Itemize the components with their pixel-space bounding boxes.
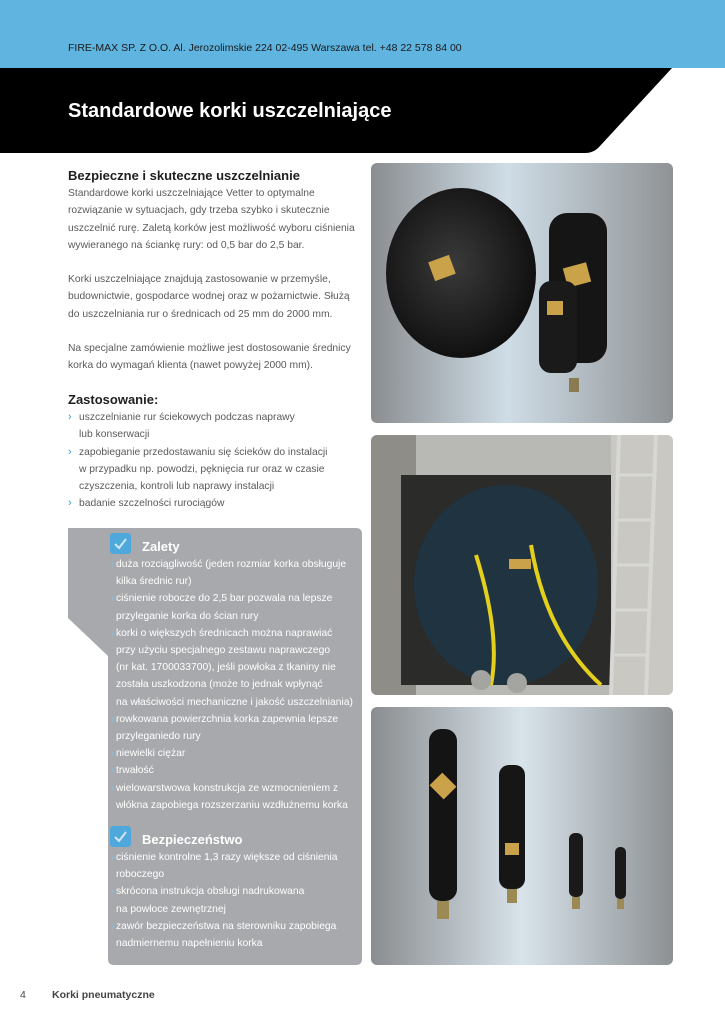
list-item	[111, 780, 362, 797]
text-line: trwałość	[116, 765, 154, 777]
list-item	[116, 659, 362, 676]
applications-list	[68, 409, 368, 513]
text-line: korki o większych średnicach można naprawiać	[116, 627, 333, 639]
checkmark-icon	[110, 826, 131, 847]
list-item	[116, 694, 362, 711]
chevron-right-icon: ›	[111, 852, 115, 863]
text-line: rowkowana powierzchnia korka zapewnia lepsze	[116, 713, 339, 725]
text-line: nadmiernemu napełnieniu korka	[116, 938, 263, 950]
text-line: korka do wymagań klienta (nawet powyżej 2000 mm).	[68, 360, 313, 372]
list-item	[116, 866, 362, 883]
chevron-right-icon: ›	[111, 886, 115, 898]
list-item	[116, 728, 362, 745]
text-line: rozwiązanie w sytuacjach, gdy trzeba szybko i skutecznie	[68, 205, 330, 217]
text-line: Korki uszczelniające znajdują zastosowanie w przemyśle,	[68, 274, 331, 285]
list-item	[111, 590, 362, 607]
chevron-right-icon: ›	[111, 782, 115, 794]
text-line: przy użyciu specjalnego zestawu naprawczego	[116, 645, 331, 657]
list-item	[116, 608, 362, 625]
text-line: na właściwości mechaniczne i jakość uszczelniania)	[116, 696, 353, 708]
text-line: Standardowe korki uszczelniające Vetter to optymalne	[68, 188, 315, 199]
text-line: Na specjalne zamówienie możliwe jest dostosowanie średnicy	[68, 343, 351, 354]
text-line: włókna zapobiega rozszerzaniu wzdłużnemu korka	[116, 799, 348, 811]
safety-heading: Bezpieczeństwo	[142, 832, 243, 847]
list-item	[68, 495, 368, 512]
text-line: do uszczelniania rur o średnicach od 25 mm do 2000 mm.	[68, 308, 333, 320]
text-line: została uszkodzona (może to jednak wpłynąć	[116, 679, 323, 691]
cylinder-plugs-photo	[371, 707, 673, 965]
text-line: duża rozciągliwość (jeden rozmiar korka obsługuje	[116, 559, 347, 570]
text-line: zapobieganie przedostawaniu się ścieków do instalacji	[79, 446, 328, 458]
text-line: w przypadku np. powodzi, pęknięcia rur oraz w czasie	[79, 463, 325, 475]
text-line: czyszczenia, kontroli lub naprawy instalacji	[79, 481, 275, 493]
list-item	[116, 935, 362, 952]
installation-photo	[371, 435, 673, 695]
list-item	[111, 918, 362, 935]
chevron-right-icon: ›	[111, 748, 115, 760]
text-line: budownictwie, gospodarce wodnej oraz w pożarnictwie. Służą	[68, 291, 350, 303]
checkmark-icon	[110, 533, 131, 554]
list-item	[111, 625, 362, 642]
chevron-right-icon: ›	[68, 445, 72, 458]
list-item	[111, 849, 362, 866]
page-title: Standardowe korki uszczelniające	[68, 100, 392, 122]
chevron-right-icon: ›	[111, 627, 115, 639]
text-line: zawór bezpieczeństwa na sterowniku zapobiega	[116, 920, 337, 932]
text-line: wywieranego na ściankę rury: od 0,5 bar do 2,5 bar.	[68, 239, 305, 251]
chevron-right-icon: ›	[111, 593, 115, 605]
chevron-right-icon: ›	[68, 497, 72, 510]
footer-label: Korki pneumatyczne	[52, 989, 155, 1001]
list-item	[111, 762, 362, 779]
text-line: niewielki ciężar	[116, 748, 186, 760]
text-line: przyleganie korka do ścian rury	[116, 610, 259, 622]
chevron-right-icon: ›	[111, 559, 115, 570]
intro-paragraph-1	[68, 185, 363, 254]
text-line: roboczego	[116, 869, 165, 881]
intro-paragraph-3	[68, 340, 363, 375]
list-item	[116, 642, 362, 659]
company-info: FIRE-MAX SP. Z O.O. Al. Jerozolimskie 224 02-495 Warszawa tel. +48 22 578 84 00	[68, 42, 462, 54]
list-item	[111, 556, 362, 573]
list-item	[116, 901, 362, 918]
top-bar	[0, 0, 725, 68]
list-item	[111, 711, 362, 728]
text-line: uszczelnianie rur ściekowych podczas naprawy	[79, 412, 295, 423]
chevron-right-icon: ›	[111, 920, 115, 932]
intro-paragraph-2	[68, 271, 363, 323]
text-line: skrócona instrukcja obsługi nadrukowana	[116, 886, 305, 898]
text-line: ciśnienie kontrolne 1,3 razy większe od ciśnienia	[116, 852, 338, 863]
text-line: ciśnienie robocze do 2,5 bar pozwala na lepsze	[116, 593, 333, 605]
list-item	[68, 409, 368, 444]
list-item	[68, 444, 368, 496]
page-number: 4	[20, 989, 26, 1001]
chevron-right-icon: ›	[111, 713, 115, 725]
list-item	[116, 797, 362, 814]
list-item	[116, 573, 362, 590]
text-line: na powłoce zewnętrznej	[116, 903, 226, 915]
intro-heading: Bezpieczne i skuteczne uszczelnianie	[68, 168, 300, 183]
list-item	[111, 883, 362, 900]
chevron-right-icon: ›	[68, 411, 72, 423]
product-photo-plugs	[371, 163, 673, 423]
text-line: badanie szczelności rurociągów	[79, 498, 225, 510]
safety-list	[111, 849, 362, 952]
text-line: uszczelnić rurę. Zaletą korków jest możliwość wyboru ciśnienia	[68, 222, 355, 234]
text-line: kilka średnic rur)	[116, 576, 192, 588]
advantages-heading: Zalety	[142, 539, 180, 554]
applications-heading-wrap	[68, 392, 363, 407]
chevron-right-icon: ›	[111, 765, 115, 777]
list-item	[111, 745, 362, 762]
text-line: wielowarstwowa konstrukcja ze wzmocnieniem z	[116, 782, 339, 794]
text-line: przyleganiedo rury	[116, 731, 201, 743]
intro-section	[68, 168, 363, 183]
list-item	[116, 676, 362, 693]
advantages-list	[111, 556, 362, 814]
text-line: (nr kat. 1700033700), jeśli powłoka z tkaniny nie	[116, 662, 336, 674]
applications-heading: Zastosowanie:	[68, 392, 159, 407]
text-line: lub konserwacji	[79, 429, 150, 441]
